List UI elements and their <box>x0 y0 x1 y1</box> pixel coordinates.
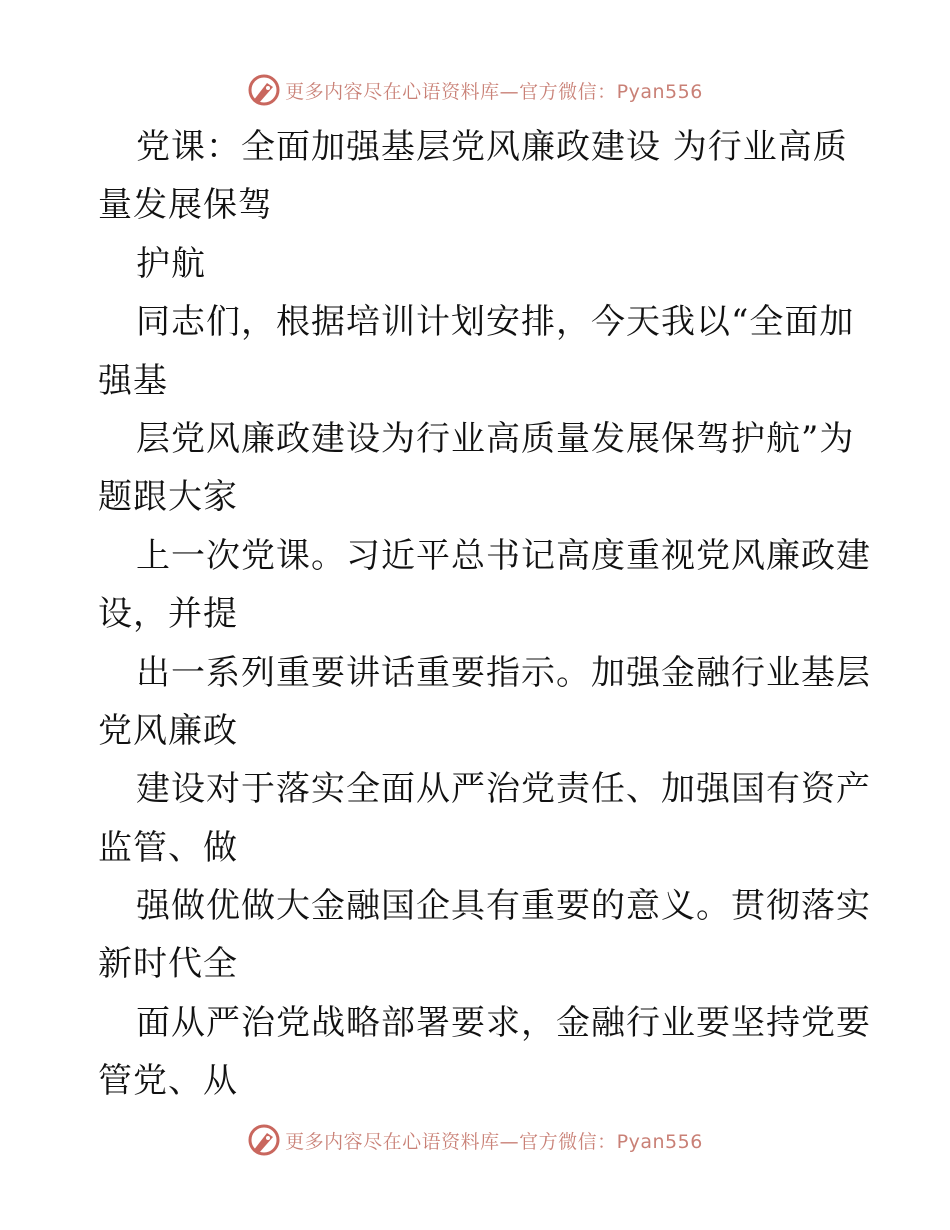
title-line: 护航 <box>136 243 206 284</box>
paragraph-line: 题跟大家 <box>98 477 238 518</box>
paragraph-line: 面从严治党战略部署要求，金融行业要坚持党要 <box>136 1002 871 1043</box>
paragraph-line: 强做优做大金融国企具有重要的意义。贯彻落实 <box>136 886 871 927</box>
paragraph-line: 强基 <box>98 360 168 401</box>
paragraph-line: 管党、从 <box>98 1061 238 1102</box>
paragraph-line: 层党风廉政建设为行业高质量发展保驾护航”为 <box>136 418 855 459</box>
document-body <box>0 118 950 1111</box>
paragraph-line: 上一次党课。习近平总书记高度重视党风廉政建 <box>136 535 871 576</box>
title-line: 量发展保驾 <box>98 185 273 226</box>
paragraph-line: 设，并提 <box>98 594 238 635</box>
paragraph-line: 新时代全 <box>98 944 238 985</box>
footer-banner <box>0 1120 950 1160</box>
paragraph-line: 建设对于落实全面从严治党责任、加强国有资产 <box>136 769 871 810</box>
promo-text: 更多内容尽在心语资料库—官方微信：Pyan556 <box>285 1130 703 1153</box>
pen-nib-circle-icon <box>247 73 281 107</box>
paragraph-line: 出一系列重要讲话重要指示。加强金融行业基层 <box>136 652 871 693</box>
paragraph-line: 监管、做 <box>98 827 238 868</box>
paragraph-line: 党风廉政 <box>98 710 238 751</box>
title-line: 党课：全面加强基层党风廉政建设 为行业高质 <box>136 127 848 167</box>
promo-text: 更多内容尽在心语资料库—官方微信：Pyan556 <box>285 80 703 103</box>
pen-nib-circle-icon <box>247 1123 281 1157</box>
paragraph-line: 同志们，根据培训计划安排，今天我以“全面加 <box>136 302 855 343</box>
header-banner <box>0 70 950 110</box>
